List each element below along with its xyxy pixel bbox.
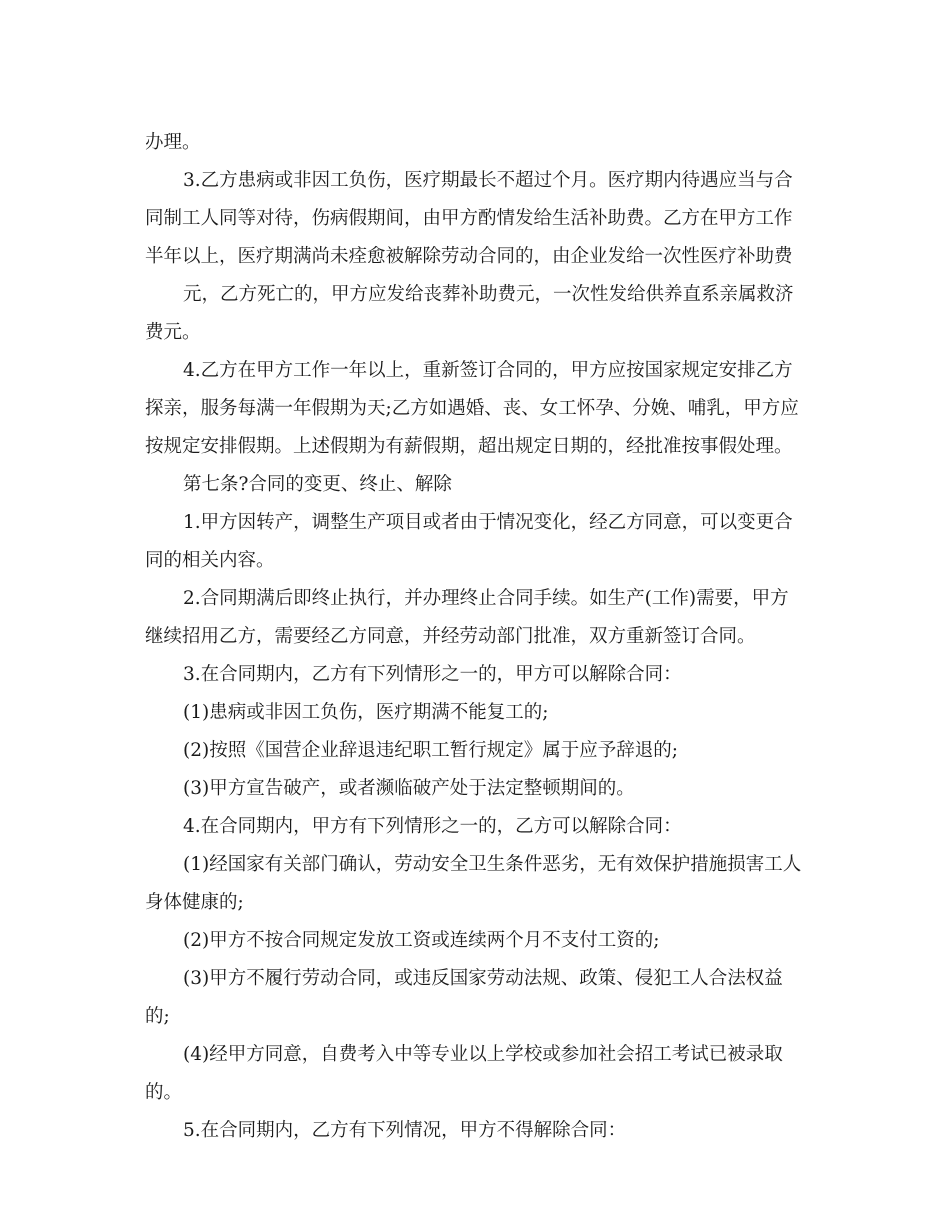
list-item-continuation: 的。 — [145, 1082, 183, 1103]
paragraph-line: 1.甲方因转产，调整生产项目或者由于情况变化，经乙方同意，可以变更合 — [183, 512, 793, 533]
paragraph-line: 3.乙方患病或非因工负伤，医疗期最长不超过个月。医疗期内待遇应当与合 — [183, 170, 793, 191]
paragraph-line: 元，乙方死亡的，甲方应发给丧葬补助费元，一次性发给供养直系亲属救济 — [183, 284, 794, 305]
paragraph-line: 4.乙方在甲方工作一年以上，重新签订合同的，甲方应按国家规定安排乙方 — [183, 360, 793, 381]
list-item: (2)按照《国营企业辞退违纪职工暂行规定》属于应予辞退的; — [183, 740, 678, 761]
list-item: (3)甲方宣告破产，或者濒临破产处于法定整顿期间的。 — [183, 778, 635, 799]
list-item: (1)患病或非因工负伤，医疗期满不能复工的; — [183, 702, 549, 723]
paragraph-line: 按规定安排假期。上述假期为有薪假期，超出规定日期的，经批准按事假处理。 — [145, 436, 793, 457]
list-item: (4)经甲方同意，自费考入中等专业以上学校或参加社会招工考试已被录取 — [183, 1044, 783, 1065]
list-item: (2)甲方不按合同规定发放工资或连续两个月不支付工资的; — [183, 930, 660, 951]
paragraph-line: 同的相关内容。 — [145, 550, 275, 571]
list-item: (1)经国家有关部门确认，劳动安全卫生条件恶劣，无有效保护措施损害工人 — [183, 854, 802, 875]
paragraph-line: 4.在合同期内，甲方有下列情形之一的，乙方可以解除合同： — [183, 816, 682, 837]
paragraph-line: 同制工人同等对待，伤病假期间，由甲方酌情发给生活补助费。乙方在甲方工作 — [145, 208, 793, 229]
list-item: (3)甲方不履行劳动合同，或违反国家劳动法规、政策、侵犯工人合法权益 — [183, 968, 783, 989]
paragraph-line: 探亲，服务每满一年假期为天;乙方如遇婚、丧、女工怀孕、分娩、哺乳，甲方应 — [145, 398, 799, 419]
paragraph-line: 费元。 — [145, 322, 201, 343]
paragraph-line: 继续招用乙方，需要经乙方同意，并经劳动部门批准，双方重新签订合同。 — [145, 626, 756, 647]
paragraph-line: 5.在合同期内，乙方有下列情况，甲方不得解除合同： — [183, 1120, 627, 1141]
list-item-continuation: 的; — [145, 1006, 170, 1027]
paragraph-line: 3.在合同期内，乙方有下列情形之一的，甲方可以解除合同： — [183, 664, 682, 685]
list-item-continuation: 身体健康的; — [145, 892, 244, 913]
paragraph-line: 2.合同期满后即终止执行，并办理终止合同手续。如生产(工作)需要，甲方 — [183, 588, 789, 609]
paragraph-line: 半年以上，医疗期满尚未痊愈被解除劳动合同的，由企业发给一次性医疗补助费 — [145, 246, 793, 267]
section-heading: 第七条?合同的变更、终止、解除 — [183, 474, 452, 495]
paragraph-line: 办理。 — [145, 132, 201, 153]
